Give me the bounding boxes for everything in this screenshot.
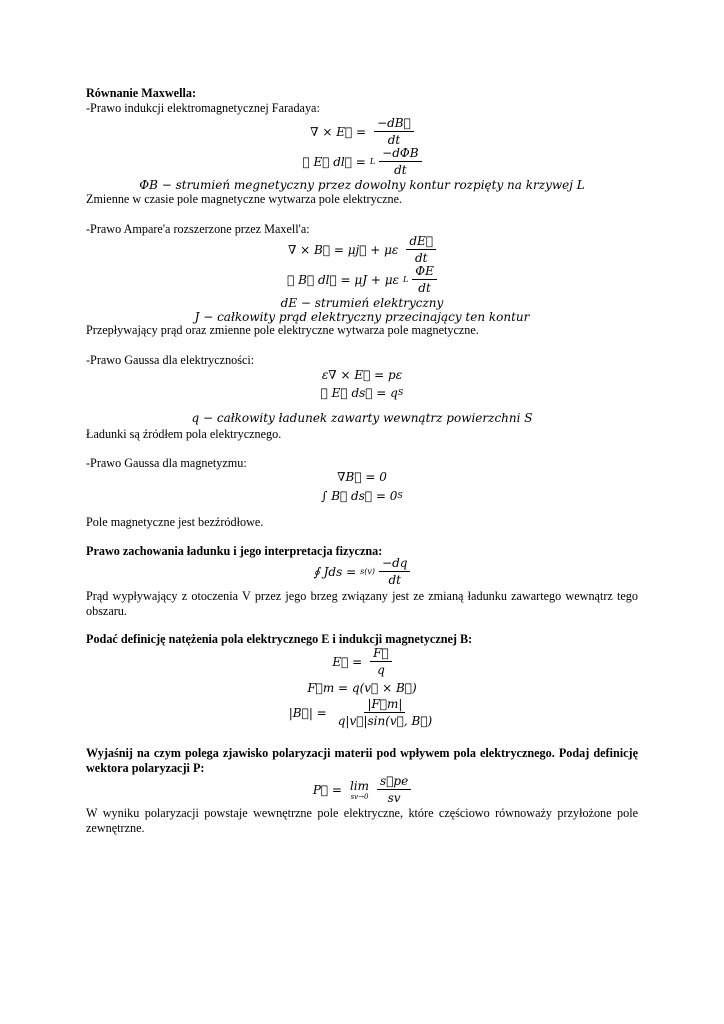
ampere-note-2: J − całkowity prąd elektryczny przecinający ten kontur: [194, 310, 530, 324]
faraday-title: -Prawo indukcji elektromagnetycznej Faradaya:: [86, 101, 320, 115]
charge-text: Prąd wypływający z otoczenia V przez jego brzeg związany jest ze zmianą ładunku zawartego wewnątrz tego obszaru.: [86, 589, 638, 618]
gauss-electric-text: Ładunki są źródłem pola elektrycznego.: [86, 427, 282, 441]
charge-equation: ∮ Jds = s(v) $\frac{-dq}{dt}$: [0, 556, 724, 587]
faraday-equation-2: ∮ E⃗ dl⃗ = L $\frac{\text{−dΦB}}{dt}$: [0, 146, 724, 177]
faraday-note: ΦB − strumień megnetyczny przez dowolny kontur rozpięty na krzywej L: [139, 178, 585, 192]
gauss-magnetic-equation-2: ∫ B⃗ ds⃗ = 0 S: [321, 489, 403, 503]
polarization-equation: P⃗ = lim sv→0 $\frac{s⃗pe}{sv}$: [0, 774, 724, 805]
gauss-magnetic-text: Pole magnetyczne jest bezźródłowe.: [86, 515, 264, 529]
polarization-text: W wyniku polaryzacji powstaje wewnętrzne pole elektryczne, które częściowo równoważy przyłożone pole zewnętrzne.: [86, 806, 638, 835]
magnetic-induction-equation: |B⃗| = $\frac{|F⃗m|}{q|v⃗|\sin(v⃗, B⃗)}$: [288, 697, 433, 728]
gauss-electric-equation-1: ε∇ × E⃗ = pε: [321, 368, 403, 382]
electric-field-equation: E⃗ = $\frac{F⃗}{q}$: [0, 646, 724, 677]
gauss-electric-title: -Prawo Gaussa dla elektryczności:: [86, 353, 255, 367]
charge-heading: Prawo zachowania ładunku i jego interpretacja fizyczna:: [86, 544, 383, 558]
gauss-magnetic-title: -Prawo Gaussa dla magnetyzmu:: [86, 456, 247, 470]
gauss-electric-equation-2: ∮ E⃗ ds⃗ = q S: [320, 386, 404, 400]
ampere-note-1: dE − strumień elektryczny: [280, 296, 444, 310]
fields-heading: Podać definicję natężenia pola elektrycznego E i indukcji magnetycznej B:: [86, 632, 473, 646]
ampere-equation-1: ∇ × B⃗ = μj⃗ + με $\frac{dE⃗}{dt}$: [0, 234, 724, 265]
ampere-text: Przepływający prąd oraz zmienne pole elektryczne wytwarza pole magnetyczne.: [86, 323, 479, 337]
ampere-equation-2: ∮ B⃗ dl⃗ = μJ + με L $\frac{\Phi E}{dt}$: [0, 264, 724, 295]
gauss-magnetic-equation-1: ∇B⃗ = 0: [337, 470, 387, 484]
maxwell-heading: Równanie Maxwella:: [86, 86, 197, 100]
faraday-text: Zmienne w czasie pole magnetyczne wytwarza pole elektryczne.: [86, 192, 403, 206]
polarization-heading: Wyjaśnij na czym polega zjawisko polaryzacji materii pod wpływem pola elektrycznego. Podaj definicję wektora polaryzacji P:: [86, 746, 638, 775]
magnetic-force-equation: F⃗m = q(v⃗ × B⃗): [307, 681, 417, 695]
ampere-title: -Prawo Ampare'a rozszerzone przez Maxell'a:: [86, 222, 310, 236]
gauss-electric-note: q − całkowity ładunek zawarty wewnątrz powierzchni S: [191, 411, 533, 425]
faraday-equation-1: ∇ × E⃗ = $\frac{-dB⃗}{dt}$: [0, 116, 724, 147]
